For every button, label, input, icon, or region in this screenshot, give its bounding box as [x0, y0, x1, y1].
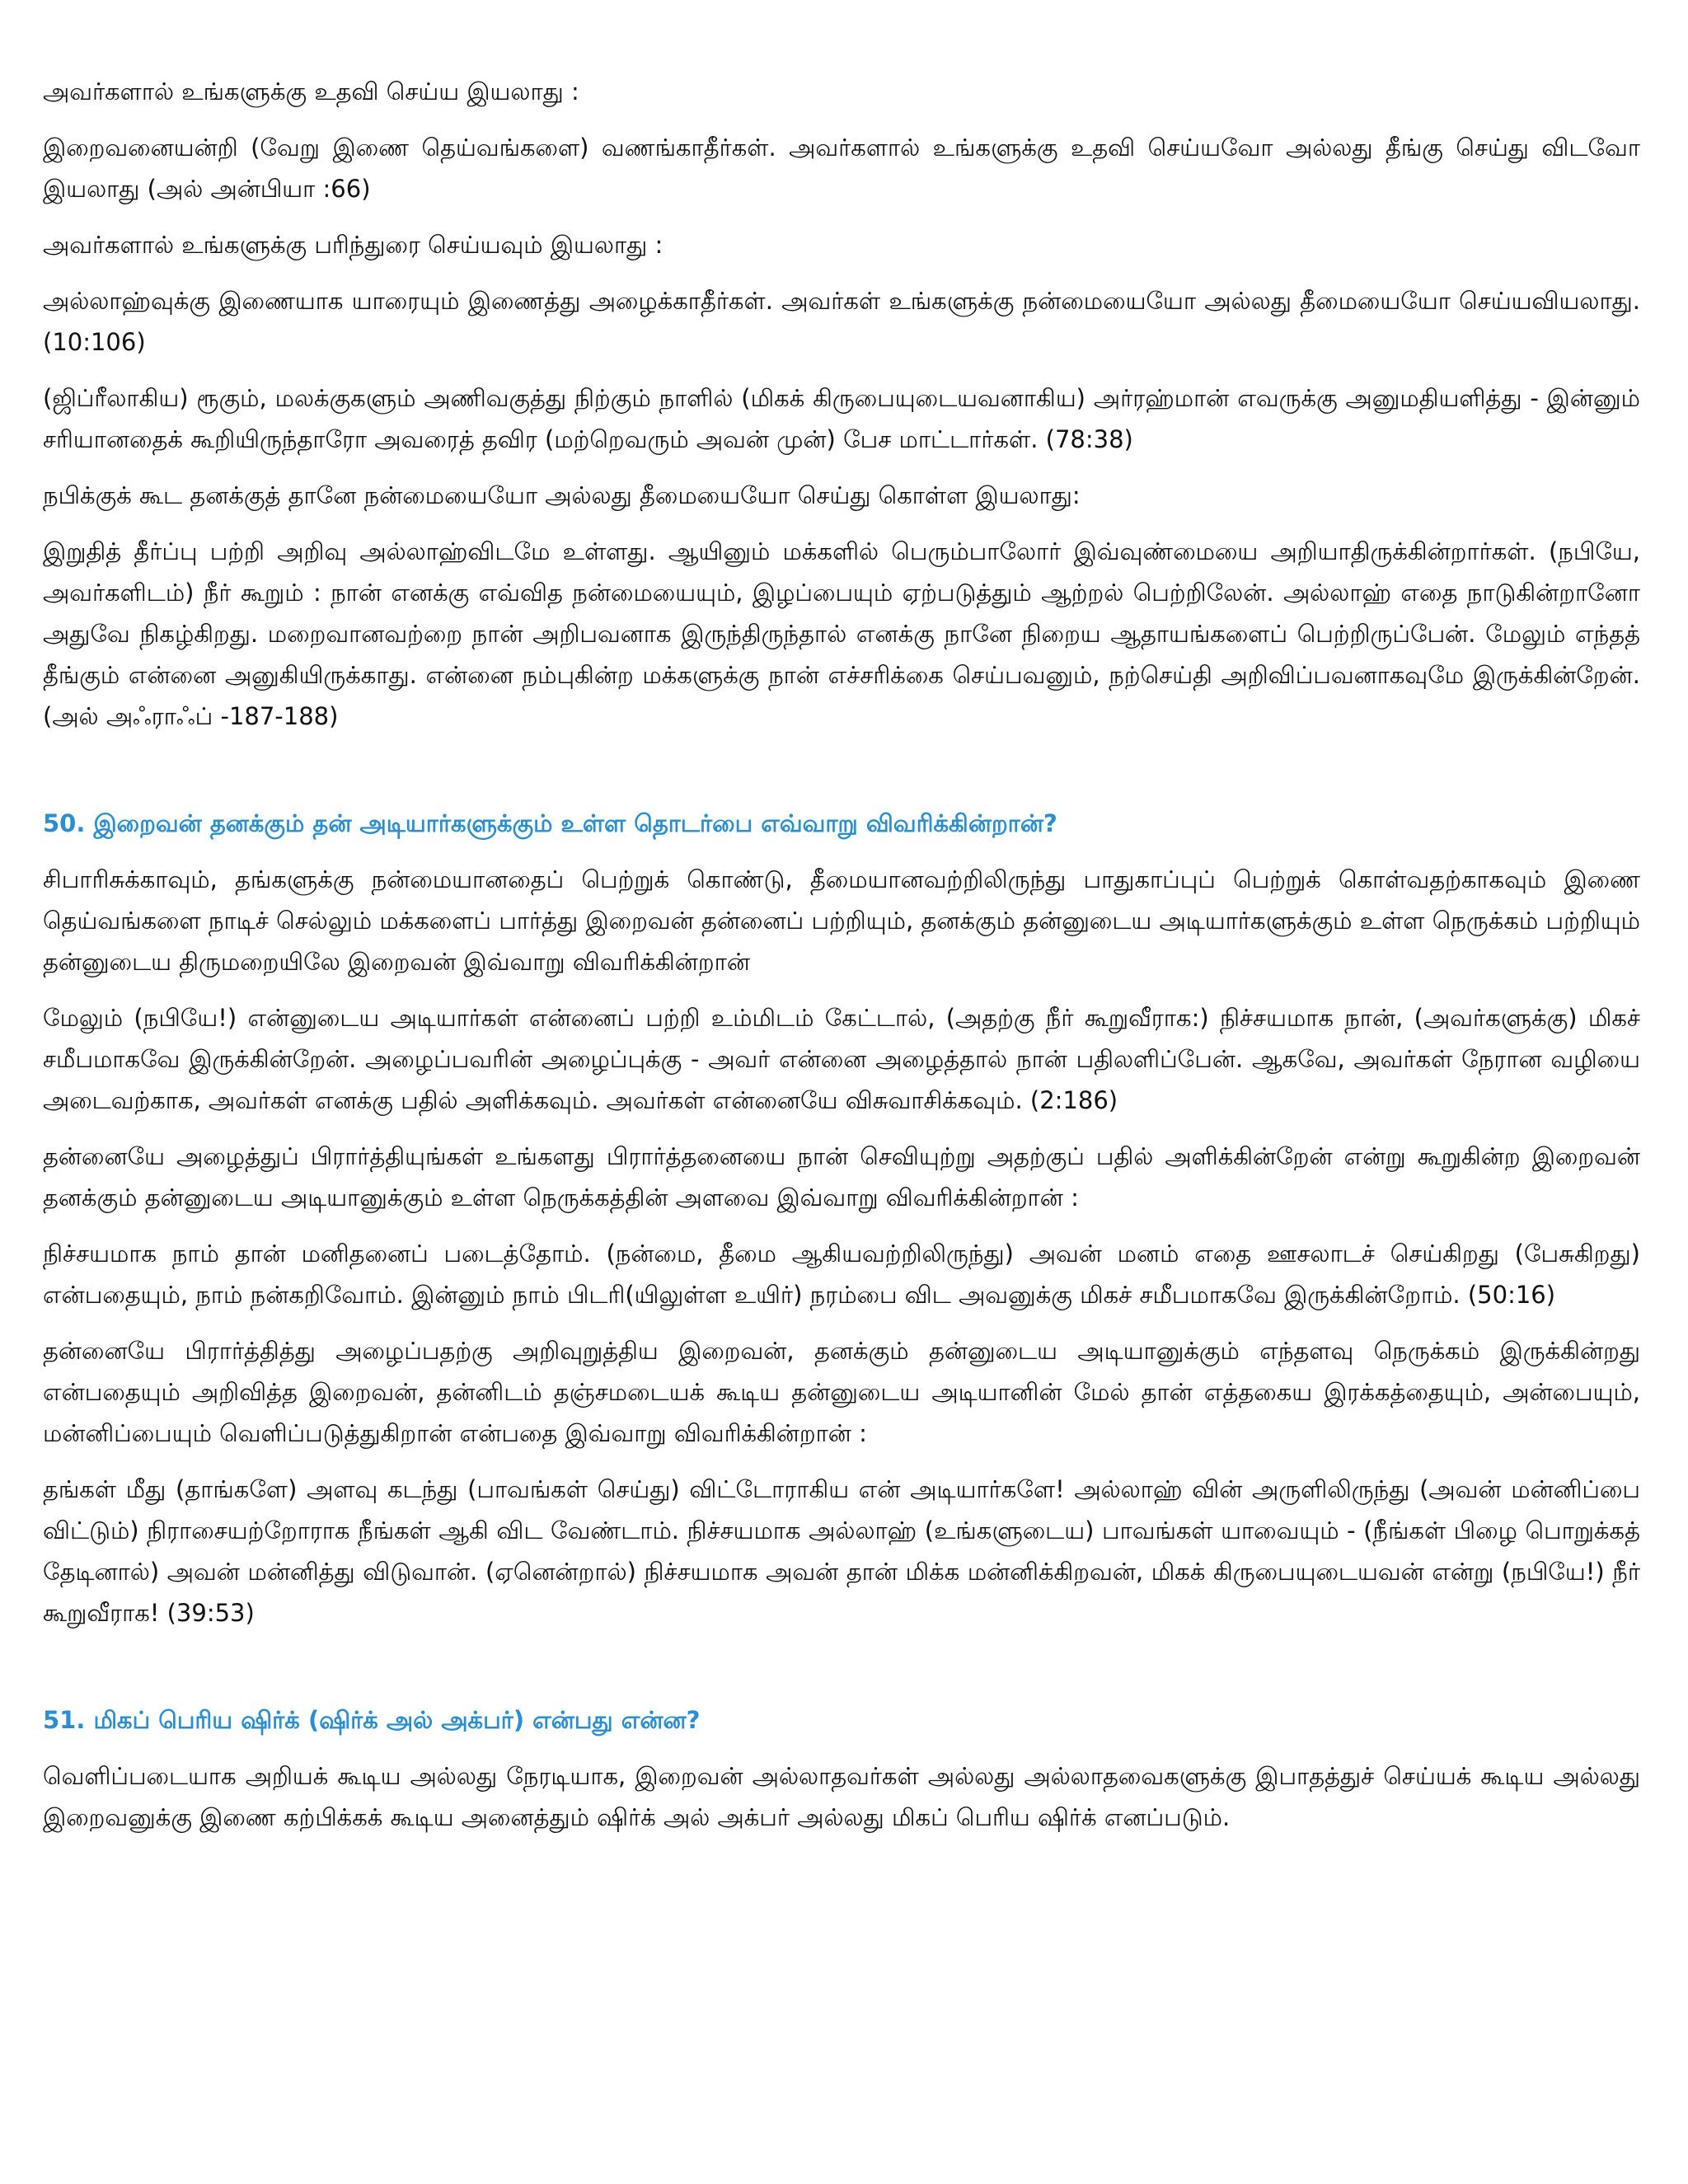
section-heading-50: 50. இறைவன் தனக்கும் தன் அடியார்களுக்கும் உள்ள தொடர்பை எவ்வாறு விவரிக்கின்றான்? — [43, 809, 1057, 837]
paragraph: மேலும் (நபியே!) என்னுடைய அடியார்கள் என்னைப் பற்றி உம்மிடம் கேட்டால், (அதற்கு நீர் கூறுவீராக:) நிச்சயமாக நான், (அவர்களுக்கு) மிகச் சமீபமாகவே இருக்கின்றேன். அழைப்பவரின் அழைப்புக்கு - அவர் என்னை அழைத்தால் நான் பதிலளிப்பேன். ஆகவே, அவர்கள் நேரான வழியை அடைவற்காக, அவர்கள் எனக்கு பதில் அளிக்கவும். அவர்கள் என்னையே விசுவாசிக்கவும். (2:186) — [43, 1004, 1640, 1114]
subheading-no-help: அவர்களால் உங்களுக்கு உதவி செய்ய இயலாது : — [43, 77, 579, 105]
paragraph: இறைவனையன்றி (வேறு இணை தெய்வங்களை) வணங்காதீர்கள். அவர்களால் உங்களுக்கு உதவி செய்யவோ அல்லது தீங்கு செய்து விடவோ இயலாது (அல் அன்பியா :66) — [43, 134, 1640, 203]
paragraph: வெளிப்படையாக அறியக் கூடிய அல்லது நேரடியாக, இறைவன் அல்லாதவர்கள் அல்லது அல்லாதவைகளுக்கு இபாதத்துச் செய்யக் கூடிய அல்லது இறைவனுக்கு இணை கற்பிக்கக் கூடிய அனைத்தும் ஷிர்க் அல் அக்பர் அல்லது மிகப் பெரிய ஷிர்க் எனப்படும். — [43, 1762, 1640, 1831]
subheading-prophet: நபிக்குக் கூட தனக்குத் தானே நன்மையையோ அல்லது தீமையையோ செய்து கொள்ள இயலாது: — [43, 481, 1081, 509]
paragraph: தங்கள் மீது (தாங்களே) அளவு கடந்து (பாவங்கள் செய்து) விட்டோராகிய என் அடியார்களே! அல்லாஹ் வின் அருளிலிருந்து (அவன் மன்னிப்பை விட்டும்) நிராசையற்றோராக நீங்கள் ஆகி விட வேண்டாம். நிச்சயமாக அல்லாஹ் (உங்களுடைய) பாவங்கள் யாவையும் - (நீங்கள் பிழை பொறுக்கத் தேடினால்) அவன் மன்னித்து விடுவான். (ஏனென்றால்) நிச்சயமாக அவன் தான் மிக்க மன்னிக்கிறவன், மிகக் கிருபையுடையவன் என்று (நபியே!) நீர் கூறுவீராக! (39:53) — [43, 1475, 1640, 1627]
section-heading-51: 51. மிகப் பெரிய ஷிர்க் (ஷிர்க் அல் அக்பர்) என்பது என்ன? — [43, 1706, 701, 1734]
paragraph: தன்னையே பிரார்த்தித்து அழைப்பதற்கு அறிவுறுத்திய இறைவன், தனக்கும் தன்னுடைய அடியானுக்கும் எந்தளவு நெருக்கம் இருக்கின்றது என்பதையும் அறிவித்த இறைவன், தன்னிடம் தஞ்சமடையக் கூடிய தன்னுடைய அடியானின் மேல் தான் எத்தகைய இரக்கத்தையும், அன்பையும், மன்னிப்பையும் வெளிப்படுத்துகிறான் என்பதை இவ்வாறு விவரிக்கின்றான் : — [43, 1337, 1640, 1447]
paragraph: அல்லாஹ்வுக்கு இணையாக யாரையும் இணைத்து அழைக்காதீர்கள். அவர்கள் உங்களுக்கு நன்மையையோ அல்லது தீமையையோ செய்யவியலாது. (10:106) — [43, 287, 1640, 356]
page-content — [43, 71, 1640, 1838]
paragraph: இறுதித் தீர்ப்பு பற்றி அறிவு அல்லாஹ்விடமே உள்ளது. ஆயினும் மக்களில் பெரும்பாலோர் இவ்வுண்மையை அறியாதிருக்கின்றார்கள். (நபியே, அவர்களிடம்) நீர் கூறும் : நான் எனக்கு எவ்வித நன்மையையும், இழப்பையும் ஏற்படுத்தும் ஆற்றல் பெற்றிலேன். அல்லாஹ் எதை நாடுகின்றானோ அதுவே நிகழ்கிறது. மறைவானவற்றை நான் அறிபவனாக இருந்திருந்தால் எனக்கு நானே நிறைய ஆதாயங்களைப் பெற்றிருப்பேன். மேலும் எந்தத் தீங்கும் என்னை அனுகியிருக்காது. என்னை நம்புகின்ற மக்களுக்கு நான் எச்சரிக்கை செய்பவனும், நற்செய்தி அறிவிப்பவனாகவுமே இருக்கின்றேன். (அல் அஃராஃப் -187-188) — [43, 537, 1640, 730]
subheading-no-intercession: அவர்களால் உங்களுக்கு பரிந்துரை செய்யவும் இயலாது : — [43, 231, 663, 259]
paragraph: (ஜிப்ரீலாகிய) ரூகும், மலக்குகளும் அணிவகுத்து நிற்கும் நாளில் (மிகக் கிருபையுடையவனாகிய) அர்ரஹ்மான் எவருக்கு அனுமதியளித்து - இன்னும் சரியானதைக் கூறியிருந்தாரோ அவரைத் தவிர (மற்றெவரும் அவன் முன்) பேச மாட்டார்கள். (78:38) — [43, 384, 1640, 453]
paragraph: தன்னையே அழைத்துப் பிரார்த்தியுங்கள் உங்களது பிரார்த்தனையை நான் செவியுற்று அதற்குப் பதில் அளிக்கின்றேன் என்று கூறுகின்ற இறைவன் தனக்கும் தன்னுடைய அடியானுக்கும் உள்ள நெருக்கத்தின் அளவை இவ்வாறு விவரிக்கின்றான் : — [43, 1142, 1640, 1212]
paragraph: சிபாரிசுக்காவும், தங்களுக்கு நன்மையானதைப் பெற்றுக் கொண்டு, தீமையானவற்றிலிருந்து பாதுகாப்புப் பெற்றுக் கொள்வதற்காகவும் இணை தெய்வங்களை நாடிச் செல்லும் மக்களைப் பார்த்து இறைவன் தன்னைப் பற்றியும், தனக்கும் தன்னுடைய அடியார்களுக்கும் உள்ள நெருக்கம் பற்றியும் தன்னுடைய திருமறையிலே இறைவன் இவ்வாறு விவரிக்கின்றான் — [43, 865, 1640, 976]
paragraph: நிச்சயமாக நாம் தான் மனிதனைப் படைத்தோம். (நன்மை, தீமை ஆகியவற்றிலிருந்து) அவன் மனம் எதை ஊசலாடச் செய்கிறது (பேசுகிறது) என்பதையும், நாம் நன்கறிவோம். இன்னும் நாம் பிடரி(யிலுள்ள உயிர்) நரம்பை விட அவனுக்கு மிகச் சமீபமாகவே இருக்கின்றோம். (50:16) — [43, 1240, 1640, 1309]
